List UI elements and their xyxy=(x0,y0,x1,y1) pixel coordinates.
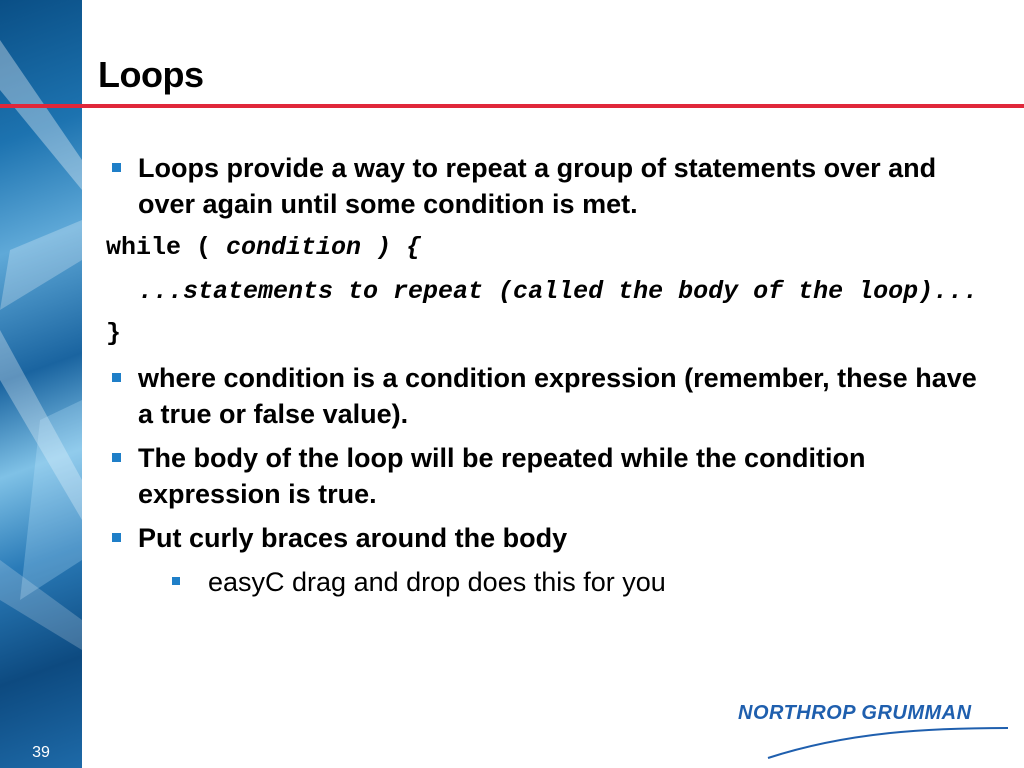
code-while-line xyxy=(106,230,986,266)
bullet-text: The body of the loop will be repeated while the condition expression is true. xyxy=(138,443,866,509)
bullet-item xyxy=(106,440,986,512)
code-condition: condition xyxy=(226,233,362,262)
slide-title: Loops xyxy=(98,54,204,95)
title-divider xyxy=(0,104,1024,108)
bullet-text: Loops provide a way to repeat a group of statements over and over again until some condition is met. xyxy=(138,153,937,219)
square-bullet-icon xyxy=(112,453,121,462)
logo-text: NORTHROP GRUMMAN xyxy=(738,702,972,724)
slide-content xyxy=(106,150,986,600)
bullet-item xyxy=(106,150,986,222)
code-body-line xyxy=(106,274,986,310)
code-open-brace: ) { xyxy=(361,233,422,262)
square-bullet-icon xyxy=(172,577,180,585)
square-bullet-icon xyxy=(112,533,121,542)
code-close-brace: } xyxy=(106,319,122,348)
code-keyword: while ( xyxy=(106,233,227,262)
bullet-item xyxy=(106,520,986,556)
bullet-text: Put curly braces around the body xyxy=(138,523,568,553)
logo-swoosh-icon xyxy=(738,702,1010,762)
square-bullet-icon xyxy=(112,163,121,172)
light-streaks-graphic xyxy=(0,0,82,768)
bullet-text: where condition is a condition expression (remember, these have a true or false value). xyxy=(138,363,977,429)
sub-bullet-text: easyC drag and drop does this for you xyxy=(208,567,666,597)
northrop-grumman-logo xyxy=(738,702,1010,762)
sub-bullet-item xyxy=(106,564,986,600)
code-body-text: ...statements to repeat (called the body of the loop)... xyxy=(138,277,979,306)
bullet-item xyxy=(106,360,986,432)
page-number: 39 xyxy=(32,744,50,761)
square-bullet-icon xyxy=(112,373,121,382)
side-decoration-band xyxy=(0,0,82,768)
